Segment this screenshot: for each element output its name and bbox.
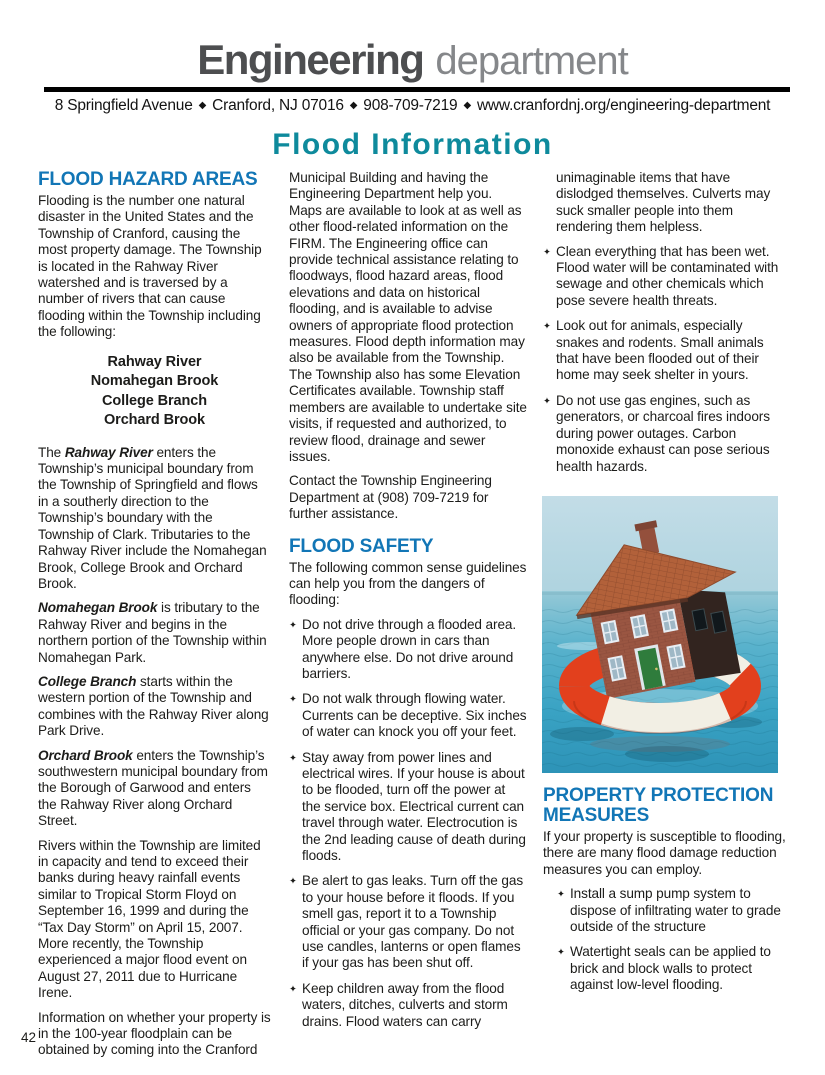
page-number: 42	[21, 1030, 37, 1045]
diamond-separator-icon: ◆	[349, 100, 358, 111]
column-property-protection	[543, 786, 789, 1003]
phone-number: 908-709-7219	[363, 97, 458, 114]
department-title-light: department	[435, 39, 628, 83]
column-flood-safety-continued	[543, 170, 786, 484]
bullet-icon: ✦	[543, 395, 551, 407]
website-url: www.cranfordnj.org/engineering-department	[476, 97, 771, 114]
paragraph: Information on whether your property is in the 100-year floodplain can be obtained by coming into the Cranford	[38, 1009, 271, 1058]
river-name: College Branch	[102, 392, 207, 409]
paragraph: Flooding is the number one natural disaster in the United States and the Township of Cranford, causing the most property damage. The Township is located in the Rahway River watershed and is traversed by a number of rivers that can cause flooding within the Township including the following:	[38, 193, 262, 340]
paragraph: The Rahway River enters the Township’s municipal boundary from the Township of Springfield and flows in a southerly direction to the Township’s boundary with the Township of Clark. Tributaries to the Rahway River include the Nomahegan Brook, College Brook and Orchard Brook.	[38, 444, 267, 591]
paragraph: College Branch starts within the western portion of the Township and combines with the Rahway River along Park Drive.	[38, 673, 269, 739]
street-address: 8 Springfield Avenue	[54, 97, 193, 114]
list-item: ✦ Do not walk through flowing water. Currents can be deceptive. Six inches of water can knock you off your feet.	[289, 691, 527, 740]
masthead-divider	[44, 87, 790, 92]
river-list	[38, 353, 271, 431]
river-name: Orchard Brook	[103, 412, 206, 429]
section-heading-property-protection: PROPERTY PROTECTION MEASURES	[543, 785, 774, 826]
bullet-icon: ✦	[289, 983, 297, 995]
property-protection-bullet-list	[557, 886, 789, 993]
paragraph: The following common sense guidelines can help you from the dangers of flooding:	[289, 559, 527, 608]
paragraph: If your property is susceptible to flooding, there are many flood damage reduction measures you can employ.	[543, 829, 786, 877]
city-state-zip: Cranford, NJ 07016	[212, 97, 344, 114]
column-flood-hazard-areas	[38, 170, 271, 1067]
masthead	[0, 36, 825, 84]
river-name: Nomahegan Brook	[90, 373, 219, 390]
section-heading-flood-safety: FLOOD SAFETY	[289, 535, 434, 557]
bullet-icon: ✦	[543, 246, 551, 258]
list-item: ✦ Do not use gas engines, such as generators, or charcoal fires indoors during power outages. Carbon monoxide exhaust can pose serious health hazards.	[543, 392, 770, 474]
paragraph: Municipal Building and having the Engineering Department help you. Maps are available to look at as well as other flood-related information on the FIRM. The Engineering office can provide technical assistance relating to floodways, flood hazard areas, flood elevations and data on historical flooding, and is available to advise owners of appropriate flood protection measures. Flood depth information may also be available from the Township. The Township also has some Elevation Certificates available. Township staff members are available to undertake site visits, if requested and authorized, to review flood, drainage and sewer issues.	[289, 170, 527, 464]
list-item: ✦ Watertight seals can be applied to brick and block walls to protect against low-level flooding.	[557, 944, 771, 993]
bullet-icon: ✦	[557, 889, 565, 901]
bullet-icon: ✦	[289, 694, 297, 706]
river-name: Rahway River	[107, 353, 202, 370]
list-item: ✦ Do not drive through a flooded area. More people drown in cars than anywhere else. Do not drive around barriers.	[289, 616, 517, 681]
address-line	[0, 97, 825, 115]
bullet-icon: ✦	[289, 876, 297, 888]
paragraph: unimaginable items that have dislodged themselves. Culverts may suck smaller people into them rendering them helpless.	[556, 170, 771, 235]
list-item: ✦ Stay away from power lines and electrical wires. If your house is about to be flooded, turn off the power at the service box. Electrical current can travel through water. Electrocution is the 2nd leading cause of death during floods.	[289, 749, 526, 864]
river-lead-in: Orchard Brook	[38, 747, 133, 763]
list-item: ✦ Be alert to gas leaks. Turn off the gas to your house before it floods. If you smell gas, report it to a Township official or your gas company. Do not use candles, lanterns or open flames if your gas has been shut off.	[289, 873, 524, 971]
list-item: ✦ Keep children away from the flood waters, ditches, culverts and storm drains. Flood waters can carry	[289, 980, 508, 1029]
diamond-separator-icon: ◆	[198, 100, 207, 111]
paragraph: Contact the Township Engineering Department at (908) 709-7219 for further assistance.	[289, 473, 492, 522]
flood-safety-bullet-list-continued	[543, 244, 786, 475]
bullet-icon: ✦	[289, 619, 297, 631]
flood-house-photo	[542, 496, 778, 773]
paragraph: Rivers within the Township are limited in capacity and tend to exceed their banks during heavy rainfall events similar to Tropical Storm Floyd on September 16, 1999 and during the “Tax Day Storm” on April 15, 2007. More recently, the Township experienced a major flood event on August 27, 2011 due to Hurricane Irene.	[38, 837, 261, 1001]
paragraph: Nomahegan Brook is tributary to the Rahway River and begins in the northern portion of the Township within Nomahegan Park.	[38, 600, 267, 665]
list-item: ✦ Install a sump pump system to dispose of infiltrating water to grade outside of the structure	[557, 886, 781, 935]
paragraph: Orchard Brook enters the Township’s southwestern municipal boundary from the Borough of Garwood and enters the Rahway River along Orchard Street.	[38, 747, 268, 829]
river-lead-in: College Branch	[38, 673, 137, 689]
page-title: Flood Information	[272, 128, 553, 161]
river-lead-in: Nomahegan Brook	[38, 600, 158, 616]
list-item: ✦ Look out for animals, especially snakes and rodents. Small animals that have been flooded out of their home may seek shelter in yours.	[543, 318, 764, 383]
river-lead-in: Rahway River	[64, 444, 153, 460]
column-flood-safety	[289, 170, 527, 1039]
diamond-separator-icon: ◆	[463, 100, 471, 111]
bullet-icon: ✦	[543, 321, 551, 333]
list-item: ✦ Clean everything that has been wet. Flood water will be contaminated with sewage and other chemicals which pose severe health threats.	[543, 243, 779, 308]
flood-safety-bullet-list	[289, 617, 527, 1030]
bullet-icon: ✦	[557, 947, 565, 959]
section-heading-flood-hazard-areas: FLOOD HAZARD AREAS	[38, 169, 258, 190]
bullet-icon: ✦	[289, 752, 297, 764]
department-title-bold: Engineering	[197, 36, 424, 83]
